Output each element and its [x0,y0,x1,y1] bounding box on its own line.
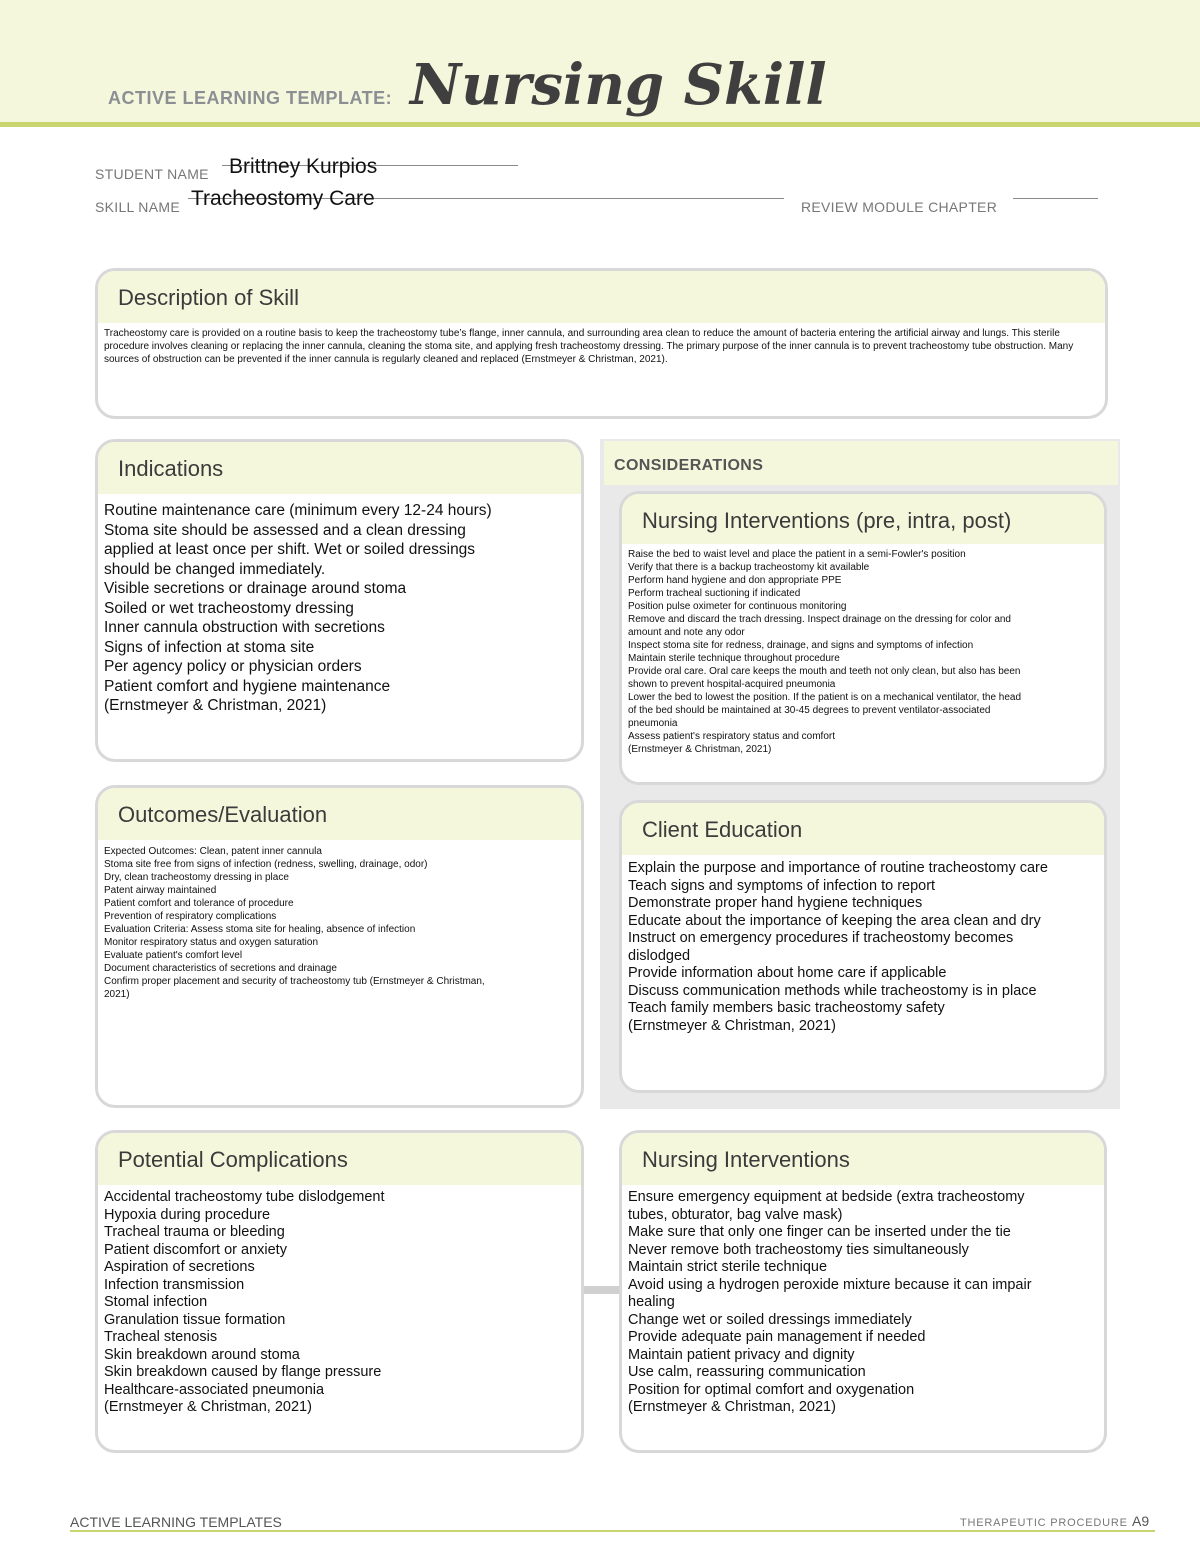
list-item: should be changed immediately. [104,560,326,578]
page-number: A9 [1132,1513,1150,1529]
list-item: Patent airway maintained [104,885,217,896]
footer-rule [70,1530,1155,1532]
list-item: healing [628,1294,675,1310]
nursing-interventions-pip-text[interactable] [622,544,1104,760]
skill-name-field[interactable]: Tracheostomy Care [191,187,375,210]
list-item: Hypoxia during procedure [104,1206,271,1223]
potential-complications-title: Potential Complications [98,1133,581,1185]
list-item: Routine maintenance care (minimum every 12-24 hours) [104,502,492,519]
nursing-interventions-text[interactable] [622,1185,1104,1421]
list-item: Maintain patient privacy and dignity [628,1346,855,1363]
description-box [95,268,1108,419]
list-item: Stoma site free from signs of infection (redness, swelling, drainage, odor) [104,859,428,870]
list-item: (Ernstmeyer & Christman, 2021) [104,1399,312,1415]
list-item: Verify that there is a backup tracheostomy kit available [628,562,870,573]
list-item: Demonstrate proper hand hygiene techniques [628,895,923,911]
outcomes-text[interactable] [98,840,581,1005]
list-item: Perform tracheal suctioning if indicated [628,588,801,599]
list-item: Lower the bed to lowest the position. If the patient is on a mechanical ventilator, the head [628,692,1022,703]
list-item: Healthcare-associated pneumonia [104,1381,325,1398]
list-item: Inner cannula obstruction with secretions [104,619,385,636]
list-item: Dry, clean tracheostomy dressing in place [104,872,289,883]
list-item: Infection transmission [104,1276,245,1293]
outcomes-title: Outcomes/Evaluation [98,788,581,840]
list-item: Expected Outcomes: Clean, patent inner cannula [104,846,322,857]
list-item: pneumonia [628,718,678,729]
list-item: tubes, obturator, bag valve mask) [628,1206,843,1223]
list-item: Skin breakdown caused by flange pressure [104,1364,382,1380]
description-title: Description of Skill [98,271,1105,323]
student-name-label: STUDENT NAME [95,166,209,182]
considerations-label: CONSIDERATIONS [614,457,764,474]
list-item: Signs of infection at stoma site [104,638,315,656]
potential-complications-box [95,1130,584,1453]
list-item: Discuss communication methods while tracheostomy is in place [628,982,1037,999]
list-item: Raise the bed to waist level and place the patient in a semi-Fowler's position [628,549,966,560]
client-education-text[interactable] [622,855,1104,1039]
list-item: Use calm, reassuring communication [628,1364,866,1380]
review-module-label: REVIEW MODULE CHAPTER [801,199,998,215]
footer-left: ACTIVE LEARNING TEMPLATES [70,1514,282,1530]
list-item: Educate about the importance of keeping the area clean and dry [628,912,1041,929]
list-item: Visible secretions or drainage around stoma [104,580,407,597]
list-item: Make sure that only one finger can be inserted under the tie [628,1224,1011,1240]
list-item: Never remove both tracheostomy ties simultaneously [628,1241,969,1258]
list-item: Teach family members basic tracheostomy safety [628,1000,945,1016]
student-name-field[interactable]: Brittney Kurpios [229,155,378,178]
list-item: Explain the purpose and importance of routine tracheostomy care [628,860,1048,876]
list-item: amount and note any odor [628,627,745,638]
list-item: shown to prevent hospital-acquired pneumonia [628,679,836,690]
list-item: Evaluate patient's comfort level [104,950,243,961]
list-item: Aspiration of secretions [104,1259,255,1275]
list-item: Confirm proper placement and security of tracheostomy tub (Ernstmeyer & Christman, [104,976,485,987]
list-item: Skin breakdown around stoma [104,1346,300,1363]
list-item: Teach signs and symptoms of infection to report [628,877,936,894]
indications-title: Indications [98,442,581,494]
list-item: Patient comfort and tolerance of procedure [104,898,294,909]
list-item: Per agency policy or physician orders [104,658,362,675]
review-module-field[interactable] [1013,198,1098,199]
potential-complications-text[interactable] [98,1185,581,1421]
list-item: Provide information about home care if applicable [628,965,947,981]
list-item: Position for optimal comfort and oxygenation [628,1381,915,1398]
list-item: (Ernstmeyer & Christman, 2021) [104,697,327,714]
list-item: Tracheal stenosis [104,1329,218,1345]
indications-text[interactable] [98,494,581,720]
list-item: Inspect stoma site for redness, drainage, and signs and symptoms of infection [628,640,974,651]
indications-box [95,439,584,762]
list-item: Monitor respiratory status and oxygen saturation [104,937,318,948]
list-item: (Ernstmeyer & Christman, 2021) [628,1399,836,1415]
list-item: (Ernstmeyer & Christman, 2021) [628,1017,836,1034]
list-item: Maintain strict sterile technique [628,1259,828,1275]
list-item: dislodged [628,947,691,964]
list-item: Change wet or soiled dressings immediately [628,1311,912,1328]
nursing-interventions-pip-title: Nursing Interventions (pre, intra, post) [622,494,1104,544]
list-item: Prevention of respiratory complications [104,911,277,922]
list-item: Maintain sterile technique throughout procedure [628,653,840,664]
footer-right: THERAPEUTIC PROCEDURE [960,1517,1128,1529]
template-label: ACTIVE LEARNING TEMPLATE: [108,88,393,108]
list-item: Remove and discard the trach dressing. Inspect drainage on the dressing for color and [628,614,1011,625]
client-education-title: Client Education [622,803,1104,855]
nursing-interventions-title: Nursing Interventions [622,1133,1104,1185]
nursing-interventions-pip-box [619,491,1107,785]
header-rule [0,122,1200,127]
list-item: Document characteristics of secretions and drainage [104,963,337,974]
list-item: Avoid using a hydrogen peroxide mixture because it can impair [628,1276,1032,1293]
description-text[interactable]: Tracheostomy care is provided on a routine basis to keep the tracheostomy tube’s flange, inner cannula, and surrounding area clean to reduce the amount of bacteria entering the artificial airway and lungs. This sterile procedure involves cleaning or replacing the inner cannula, cleaning the stoma site, and applying fresh tracheostomy dressing. The primary purpose of the inner cannula is to prevent tracheostomy tube obstruction. Many sources of obstruction can be prevented if the inner cannula is regularly cleaned and replaced (Ernstmeyer & Christman, 2021). [104,328,1074,365]
list-item: Provide oral care. Oral care keeps the mouth and teeth not only clean, but also has been [628,666,1021,677]
list-item: Patient comfort and hygiene maintenance [104,677,391,695]
list-item: Assess patient's respiratory status and comfort [628,731,835,742]
list-item: of the bed should be maintained at 30-45 degrees to prevent ventilator-associated [628,705,991,716]
list-item: Perform hand hygiene and don appropriate PPE [628,575,842,586]
list-item: Position pulse oximeter for continuous monitoring [628,601,847,612]
outcomes-box [95,785,584,1108]
list-item: Stoma site should be assessed and a clean dressing [104,521,466,539]
list-item: Stomal infection [104,1294,208,1310]
template-title: Nursing Skill [410,52,827,118]
list-item: Patient discomfort or anxiety [104,1241,287,1258]
list-item: Tracheal trauma or bleeding [104,1224,285,1240]
list-item: Evaluation Criteria: Assess stoma site for healing, absence of infection [104,924,416,935]
list-item: (Ernstmeyer & Christman, 2021) [628,744,772,755]
list-item: 2021) [104,989,130,1000]
list-item: Provide adequate pain management if needed [628,1329,926,1345]
skill-name-label: SKILL NAME [95,199,180,215]
list-item: Granulation tissue formation [104,1311,286,1328]
list-item: applied at least once per shift. Wet or soiled dressings [104,541,476,558]
client-education-box [619,800,1107,1093]
list-item: Instruct on emergency procedures if tracheostomy becomes [628,930,1014,946]
connector-bar [583,1286,623,1294]
list-item: Soiled or wet tracheostomy dressing [104,599,354,617]
list-item: Accidental tracheostomy tube dislodgement [104,1189,385,1205]
nursing-interventions-box [619,1130,1107,1453]
list-item: Ensure emergency equipment at bedside (extra tracheostomy [628,1189,1025,1205]
